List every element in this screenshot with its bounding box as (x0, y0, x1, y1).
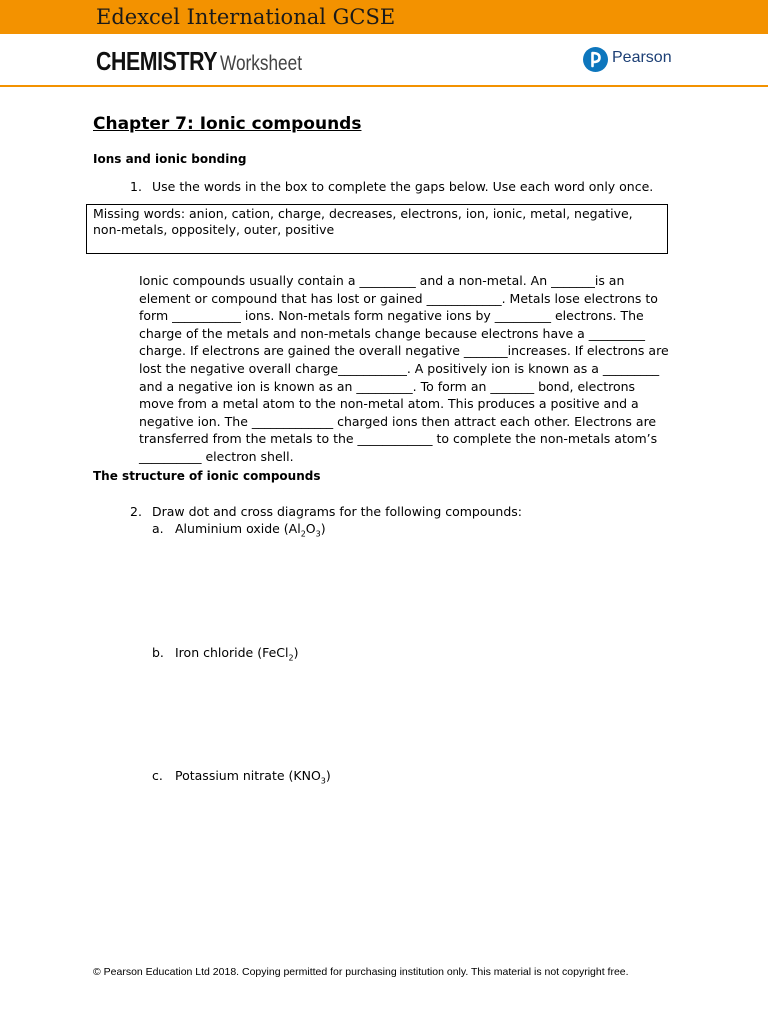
item-letter: c. (152, 768, 163, 783)
header-rule (0, 85, 768, 87)
missing-words-box: Missing words: anion, cation, charge, decreases, electrons, ion, ionic, metal, negative, non-metals, oppositely, outer, positive (86, 204, 668, 254)
compound-aluminium-oxide: Aluminium oxide $(Al_2O_3)$ (175, 521, 326, 539)
question-number: 2. (130, 504, 142, 519)
question-number: 1. (130, 179, 142, 194)
subject-label: CHEMISTRY (96, 46, 218, 76)
series-title: Edexcel International GCSE (96, 5, 396, 29)
question-text: Use the words in the box to complete the gaps below. Use each word only once. (152, 179, 654, 194)
item-letter: b. (152, 645, 164, 660)
subject-row (0, 34, 768, 86)
pearson-logo-icon (583, 47, 608, 72)
cloze-passage: Ionic compounds usually contain a _________ and a non-metal. An _______is an element or compound that has lost or gained ____________. Metals lose electrons to form ___________ ions. Non-metals form negative ions by _________ electrons. The charge of the metals and non-metals change because electrons have a _________ charge. If electrons are gained the overall negative _______increases. If electrons are lost the negative overall charge___________. A positively ion is known as a _________ and a negative ion is known as an _________. To form an _______ bond, electrons move from a metal atom to the non-metal atom. This produces a positive and a negative ion. The _____________ charged ions then attract each other. Electrons are transferred from the metals to the ____________ to complete the non-metals atom’s __________ electron shell. (139, 273, 669, 464)
question-text: Draw dot and cross diagrams for the following compounds: (152, 504, 523, 519)
brand-name: Pearson (612, 49, 672, 66)
item-letter: a. (152, 521, 164, 536)
doc-kind-label: Worksheet (219, 52, 302, 75)
chapter-title: Chapter 7: Ionic compounds (93, 114, 362, 134)
worksheet-title (96, 46, 320, 77)
compound-potassium-nitrate: Potassium nitrate $(KNO_3)$ (175, 768, 331, 786)
compound-iron-chloride: Iron chloride (FeCl$_2$) (175, 645, 299, 663)
header-band (0, 0, 768, 34)
copyright-footer: © Pearson Education Ltd 2018. Copying permitted for purchasing institution only. This material is not copyright free. (93, 966, 629, 978)
section-heading-ions: Ions and ionic bonding (93, 152, 247, 166)
section-heading-structure: The structure of ionic compounds (93, 469, 321, 483)
